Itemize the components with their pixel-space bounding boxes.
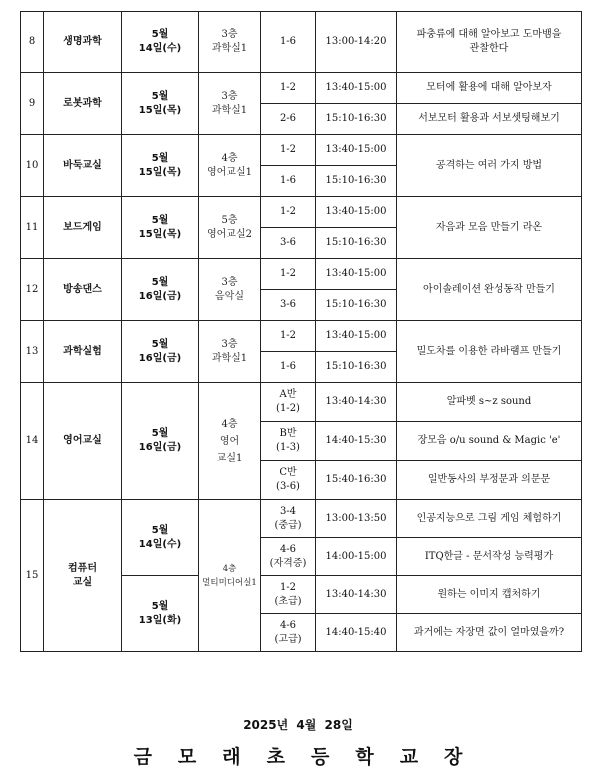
target-grade: 1-2 [261,73,316,104]
program-schedule-table [20,11,582,652]
program-date [122,135,199,197]
program-room [199,12,261,73]
date-month: 5월 [151,276,169,288]
target-grade: 1-6 [261,166,316,197]
target-grade: 1-6 [261,352,316,383]
target-grade [261,500,316,538]
class-group: B반 [279,428,297,439]
room-name: 영어교실2 [206,228,252,240]
date-day: 15일(목) [138,228,182,240]
level: (고급) [274,633,302,645]
class-time: 15:10-16:30 [316,290,397,321]
class-time: 13:40-14:30 [316,383,397,422]
date-day: 14일(수) [138,538,182,550]
room-name: 멀티미디어실1 [202,577,257,588]
room-floor: 4층 [221,152,238,164]
activity-content: 공격하는 여러 가지 방법 [397,135,582,197]
activity-line: 관찰한다 [469,43,509,54]
row-number: 13 [21,321,44,383]
grade-range: 1-2 [279,581,297,593]
room-floor: 4층 [222,563,237,574]
program-date [122,259,199,321]
program-name: 보드게임 [44,197,122,259]
table-row [21,259,582,290]
date-month: 5월 [151,214,169,226]
grade-range: (3-6) [276,481,300,492]
room-name: 과학실1 [211,104,248,116]
activity-content: 원하는 이미지 캡처하기 [397,576,582,614]
target-grade: 3-6 [261,228,316,259]
program-name: 방송댄스 [44,259,122,321]
program-room [199,500,261,652]
program-room [199,259,261,321]
activity-content [397,12,582,73]
activity-content: 자음과 모음 만들기 라온 [397,197,582,259]
activity-content: 모터에 활용에 대해 알아보자 [397,73,582,104]
grade-range: 4-6 [279,619,297,631]
class-time: 14:00-15:00 [316,538,397,576]
activity-content: 서보모터 활용과 서보셋팅해보기 [397,104,582,135]
room-name: 과학실1 [211,352,248,364]
program-name [44,500,122,652]
class-time: 13:40-15:00 [316,135,397,166]
program-date [122,500,199,576]
class-time: 15:40-16:30 [316,461,397,500]
class-time: 13:40-14:30 [316,576,397,614]
room-floor: 3층 [221,90,238,102]
program-name-line: 컴퓨터 [68,562,97,574]
row-number: 10 [21,135,44,197]
row-number: 9 [21,73,44,135]
activity-content: 밀도차를 이용한 라바램프 만들기 [397,321,582,383]
target-grade [261,383,316,422]
class-time: 15:10-16:30 [316,352,397,383]
date-day: 15일(목) [138,166,182,178]
target-grade [261,576,316,614]
class-time: 13:40-15:00 [316,197,397,228]
table-row [21,12,582,73]
table-row [21,500,582,538]
date-month: 5월 [151,428,169,439]
program-date [122,383,199,500]
date-month: 5월 [151,90,169,102]
date-month: 5월 [151,524,169,536]
grade-range: (1-2) [276,403,300,414]
activity-content: 알파벳 s~z sound [397,383,582,422]
class-time: 15:10-16:30 [316,104,397,135]
level: (자격증) [269,557,307,569]
room-floor: 3층 [221,338,238,350]
class-group: A반 [279,389,297,400]
school-principal-signature: 금모래초등학교장 [133,746,489,768]
program-name: 영어교실 [44,383,122,500]
table-row [21,135,582,166]
program-name: 로봇과학 [44,73,122,135]
room-floor: 4층 [221,418,238,430]
class-time: 15:10-16:30 [316,166,397,197]
date-day: 13일(화) [138,614,182,626]
room-name: 교실1 [216,452,243,464]
class-time: 14:40-15:30 [316,422,397,461]
activity-content: 과거에는 자장면 값이 얼마였을까? [397,614,582,652]
room-floor: 3층 [221,276,238,288]
target-grade: 1-2 [261,321,316,352]
target-grade: 3-6 [261,290,316,321]
class-time: 13:00-13:50 [316,500,397,538]
program-name: 생명과학 [44,12,122,73]
level: (중급) [274,519,302,531]
program-name: 바둑교실 [44,135,122,197]
class-time: 13:00-14:20 [316,12,397,73]
program-room [199,135,261,197]
class-time: 14:40-15:40 [316,614,397,652]
room-name: 음악실 [215,290,244,302]
row-number: 11 [21,197,44,259]
target-grade: 1-2 [261,197,316,228]
level: (초급) [274,595,302,607]
grade-range: (1-3) [276,442,300,453]
program-room [199,73,261,135]
date-month: 5월 [151,600,169,612]
date-month: 5월 [151,29,169,40]
date-month: 5월 [151,152,169,164]
row-number: 14 [21,383,44,500]
program-date [122,197,199,259]
program-room [199,383,261,500]
activity-content: 아이솔레이션 완성동작 만들기 [397,259,582,321]
program-date [122,576,199,652]
document-date: 2025년 4월 28일 [243,718,353,732]
room-name: 영어교실1 [206,166,252,178]
table-row [21,321,582,352]
table-row [21,73,582,104]
row-number: 8 [21,12,44,73]
activity-content: 일반동사의 부정문과 의문문 [397,461,582,500]
target-grade [261,614,316,652]
date-day: 16일(금) [138,290,182,302]
room-name: 영어 [219,435,240,447]
class-time: 13:40-15:00 [316,321,397,352]
program-room [199,321,261,383]
activity-content: 장모음 o/u sound & Magic 'e' [397,422,582,461]
target-grade [261,538,316,576]
target-grade [261,422,316,461]
room-floor: 3층 [221,29,238,40]
date-day: 14일(수) [138,43,182,54]
target-grade: 1-6 [261,12,316,73]
class-group: C반 [279,467,297,478]
class-time: 15:10-16:30 [316,228,397,259]
target-grade: 1-2 [261,135,316,166]
program-date [122,321,199,383]
room-floor: 5층 [221,214,238,226]
class-time: 13:40-15:00 [316,259,397,290]
activity-content: 인공지능으로 그림 게임 체험하기 [397,500,582,538]
date-day: 16일(금) [138,352,182,364]
grade-range: 3-4 [279,505,297,517]
date-month: 5월 [151,338,169,350]
grade-range: 4-6 [279,543,297,555]
target-grade: 2-6 [261,104,316,135]
program-date [122,12,199,73]
date-day: 15일(목) [138,104,182,116]
table-row [21,197,582,228]
class-time: 13:40-15:00 [316,73,397,104]
room-name: 과학실1 [211,43,248,54]
program-room [199,197,261,259]
target-grade: 1-2 [261,259,316,290]
activity-line: 파충류에 대해 알아보고 도마뱀을 [416,29,562,40]
activity-content: ITQ한글 - 문서작성 능력평가 [397,538,582,576]
program-date [122,73,199,135]
row-number: 12 [21,259,44,321]
target-grade [261,461,316,500]
table-row [21,383,582,422]
program-name-line: 교실 [72,576,93,588]
row-number: 15 [21,500,44,652]
date-day: 16일(금) [138,442,182,453]
program-name: 과학실험 [44,321,122,383]
